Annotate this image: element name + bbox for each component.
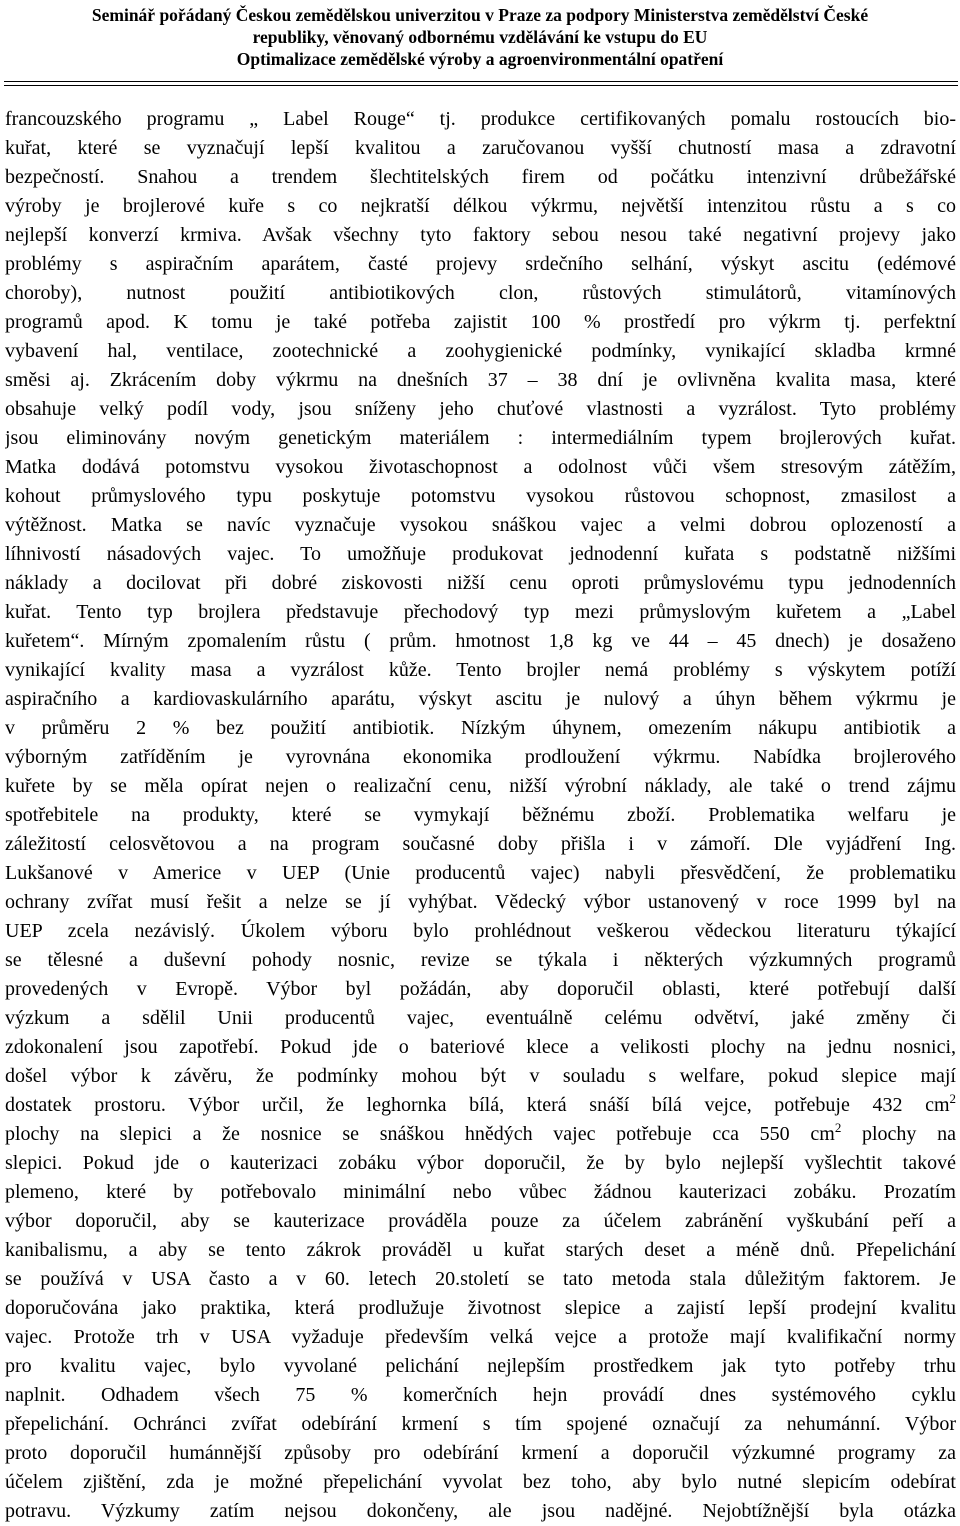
text-line: výroby je brojlerové kuře s co nejkratší délkou výkrmu, největší intenzitou růstu a s co — [5, 195, 956, 217]
text-line: kuřat. Tento typ brojlera představuje přechodový typ mezi průmyslovým kuřetem a „Label — [5, 601, 956, 623]
text-line: provedených v Evropě. Výbor byl požádán, aby doporučil oblasti, které potřebují další — [5, 978, 956, 1000]
text-line: zdokonalení jsou zapotřebí. Pokud jde o bateriové klece a velikosti plochy na jednu nosnici, — [5, 1036, 956, 1058]
text-line: vynikající kvality masa a vyzrálost kůže. Tento brojler nemá problémy s výskytem potíží — [5, 659, 956, 681]
text-line: účelem zjištění, zda je možné přepelichání vyvolat bez toho, aby bylo nutné slepicím odebírat — [5, 1471, 956, 1493]
superscript: 2 — [949, 1091, 956, 1106]
header-rule-thin — [4, 81, 958, 82]
header-line-3: Optimalizace zemědělské výroby a agroenvironmentální opatření — [236, 49, 724, 69]
header-rule-second — [4, 85, 958, 86]
text-line: vybavení hal, ventilace, zootechnické a zoohygienické podmínky, vynikající skladba krmné — [5, 340, 956, 362]
text-line: kuřetem“. Mírným zpomalením růstu ( prům. hmotnost 1,8 kg ve 44 – 45 dnech) je dosaženo — [5, 630, 956, 652]
superscript: 2 — [834, 1120, 842, 1135]
text-line: jsou eliminovány novým genetickým materiálem : intermediálním typem brojlerových kuřat. — [5, 427, 956, 449]
header-line-1: Seminář pořádaný Českou zemědělskou univerzitou v Praze za podpory Ministerstva zemědělství České — [91, 5, 869, 25]
text-line: náklady a docilovat při dobré ziskovosti nižší cenu oproti průmyslovému typu jednodenních — [5, 572, 956, 594]
text-line: Matka dodává potomstvu vysokou životaschopnost a odolnost vůči všem stresovým zátěžím, — [5, 456, 956, 478]
text-line: Lukšanové v Americe v UEP (Unie producentů vajec) nabyli přesvědčení, že problematiku — [5, 862, 956, 884]
text-line: slepici. Pokud jde o kauterizaci zobáku výbor doporučil, že by bylo nejlepší vyšlechtit takové — [5, 1152, 956, 1174]
text-line: spotřebitele na produkty, které se vymykají běžnému zboží. Problematika welfaru je — [5, 804, 956, 826]
text-line: přepelichání. Ochránci zvířat odebírání krmení s tím spojené označují za nehumánní. Výbor — [5, 1413, 956, 1435]
text-line: záležitostí celosvětovou a na program současné doby přišla i v zámoří. Dle vyjádření Ing. — [5, 833, 956, 855]
text-line: plemeno, které by potřebovalo minimální nebo vůbec žádnou kauterizaci zobáku. Prozatím — [5, 1181, 956, 1203]
text-line: směsi aj. Zkrácením doby výkrmu na dnešních 37 – 38 dní je ovlivněna kvalita masa, které — [5, 369, 956, 391]
text-line: se tělesné a duševní pohody nosnic, revize se týkala i některých výzkumných programů — [5, 949, 956, 971]
text-line: problémy s aspiračním aparátem, časté projevy srdečního selhání, výskyt ascitu (edémové — [5, 253, 956, 275]
text-line: kanibalismu, a aby se tento zákrok prováděl u kuřat starých deset a méně dnů. Přepelichání — [5, 1239, 956, 1261]
text-line: výbor doporučil, aby se kauterizace prováděla pouze za účelem zabránění vyškubání peří a — [5, 1210, 956, 1232]
text-line: v průměru 2 % bez použití antibiotik. Nízkým úhynem, omezením nákupu antibiotik a — [5, 717, 956, 739]
text-line: kuřat, které se vyznačují lepší kvalitou a zaručovanou vyšší chutností masa a zdravotní — [5, 137, 956, 159]
text-line: ochrany zvířat musí řešit a nelze se jí vyhýbat. Vědecký výbor ustanovený v roce 1999 byl na — [5, 891, 956, 913]
text-line: kohout průmyslového typu poskytuje potomstvu vysokou růstovou schopnost, zmasilost a — [5, 485, 956, 507]
header-line-2: republiky, věnovaný odbornému vzdělávání ke vstupu do EU — [252, 27, 708, 47]
text-line: kuřete by se měla opírat nejen o realizační cenu, nižší výrobní náklady, ale také o trend zájmu — [5, 775, 956, 797]
text-line: UEP zcela nezávislý. Úkolem výboru bylo prohlédnout veškerou vědeckou literaturu týkající — [5, 920, 956, 942]
text-line: výzkum a sdělil Unii producentů vajec, eventuálně celému odvětví, jaké změny či — [5, 1007, 956, 1029]
text-line: pro kvalitu vajec, bylo vyvolané pelichání nejlepším prostředkem jak tyto potřeby trhu — [5, 1355, 956, 1377]
text-line: líhnivostí násadových vajec. To umožňuje produkovat jednodenní kuřata s podstatně nižšími — [5, 543, 956, 565]
text-line: výborným zatříděním je vyrovnána ekonomika prodloužení výkrmu. Nabídka brojlerového — [5, 746, 956, 768]
page-header — [0, 4, 960, 70]
text-line: francouzského programu „ Label Rouge“ tj. produkce certifikovaných pomalu rostoucích bio- — [5, 108, 956, 130]
text-line: programů apod. K tomu je také potřeba zajistit 100 % prostředí pro výkrm tj. perfektní — [5, 311, 956, 333]
text-line: proto doporučil humánnější způsoby pro odebírání krmení a doporučil výzkumné programy za — [5, 1442, 956, 1464]
text-line: výtěžnost. Matka se navíc vyznačuje vysokou snáškou vajec a velmi dobrou oplozeností a — [5, 514, 956, 536]
text-line: se používá v USA často a v 60. letech 20.století se tato metoda stala důležitým faktorem. Je — [5, 1268, 956, 1290]
text-line: obsahuje velký podíl vody, jsou sníženy jeho chuťové vlastnosti a vyzrálost. Tyto problémy — [5, 398, 956, 420]
text-line: bezpečností. Snahou a trendem šlechtitelských firem od počátku intenzivní drůbežářské — [5, 166, 956, 188]
body-text — [5, 105, 956, 1526]
text-line: doporučována jako praktika, která prodlužuje životnost slepice a zajistí lepší prodejní kvalitu — [5, 1297, 956, 1319]
text-line: vajec. Protože trh v USA vyžaduje především velká vejce a protože mají kvalifikační normy — [5, 1326, 956, 1348]
text-line: naplnit. Odhadem všech 75 % komerčních hejn provádí dnes systémového cyklu — [5, 1384, 956, 1406]
text-line: choroby), nutnost použití antibiotikových clon, růstových stimulátorů, vitamínových — [5, 282, 956, 304]
text-line: došel výbor k závěru, že podmínky mohou být v souladu s welfare, pokud slepice mají — [5, 1065, 956, 1087]
text-line: aspiračního a kardiovaskulárního aparátu, výskyt ascitu je nulový a úhyn během výkrmu je — [5, 688, 956, 710]
text-line: nejlepší konverzí krmiva. Avšak všechny tyto faktory sebou nesou také negativní projevy jako — [5, 224, 956, 246]
text-line: potravu. Výzkumy zatím nejsou dokončeny, ale jsou nadějné. Nejobtížnější byla otázka — [5, 1500, 956, 1522]
text-line: plochy na slepici a že nosnice se snáškou hnědých vajec potřebuje cca 550 $cm^2$ plochy na — [5, 1120, 956, 1145]
text-line: dostatek prostoru. Výbor určil, že leghornka bílá, která snáší bílá vejce, potřebuje 432 $cm^2$ — [5, 1091, 956, 1116]
